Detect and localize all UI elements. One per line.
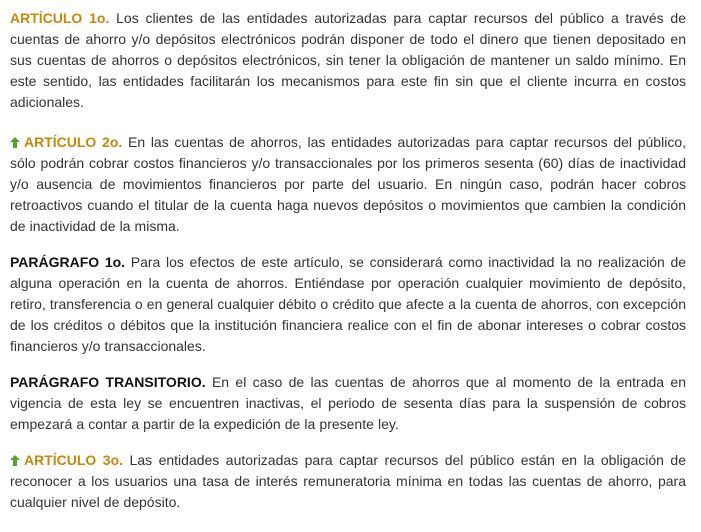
article-1 bbox=[10, 8, 686, 113]
article-2-label[interactable]: ARTÍCULO 2o. bbox=[24, 134, 123, 150]
law-document bbox=[10, 8, 686, 532]
paragraph-1-text: Para los efectos de este artículo, se considerará como inactividad la no realización de alguna operación en la cuenta de ahorros. Entiéndase por operación cualquier movimiento de depósito, retiro, transferencia o en general cualquier débito o crédito que afecte a la cuenta de ahorros, con excepción de los créditos o débitos que la institución financiera realice con el fin de abonar intereses o cobrar costos financieros y/o transaccionales. bbox=[10, 254, 687, 354]
article-2-text: En las cuentas de ahorros, las entidades autorizadas para captar recursos del público, sólo podrán cobrar costos financieros y/o transaccionales por los primeros sesenta (60) días de inactividad y/o ausencia de movimientos financieros por parte del usuario. En ningún caso, podrán hacer cobros retroactivos cuando el titular de la cuenta haga nuevos depósitos o movimientos que cambien la condición de inactividad de la misma. bbox=[10, 134, 686, 234]
paragraph-1 bbox=[10, 252, 686, 357]
paragraph-transitorio-label: PARÁGRAFO TRANSITORIO. bbox=[10, 374, 206, 390]
article-3-label[interactable]: ARTÍCULO 3o. bbox=[24, 452, 124, 468]
article-2 bbox=[10, 132, 686, 237]
paragraph-transitorio bbox=[10, 372, 686, 435]
article-3 bbox=[10, 450, 686, 513]
paragraph-1-label: PARÁGRAFO 1o. bbox=[10, 254, 126, 270]
article-1-text: Los clientes de las entidades autorizadas para captar recursos del público a través de cuentas de ahorro y/o depósitos electrónicos podrán disponer de todo el dinero que tienen depositado en sus cuentas de ahorros o depósitos electrónicos, sin tener la obligación de mantener un saldo mínimo. En este sentido, las entidades facilitarán los mecanismos para este fin sin que el cliente incurra en costos adicionales. bbox=[10, 10, 686, 110]
article-1-label: ARTÍCULO 1o. bbox=[10, 10, 110, 26]
up-arrow-icon[interactable] bbox=[10, 451, 20, 462]
up-arrow-icon[interactable] bbox=[10, 133, 20, 144]
article-3-text: Las entidades autorizadas para captar recursos del público están en la obligación de reconocer a los usuarios una tasa de interés remuneratoria mínima en todas las cuentas de ahorro, para cualquier nivel de depósito. bbox=[10, 452, 686, 510]
paragraph-transitorio-text: En el caso de las cuentas de ahorros que al momento de la entrada en vigencia de esta ley se encuentren inactivas, el periodo de sesenta días para la suspensión de cobros empezará a contar a partir de la expedición de la presente ley. bbox=[10, 374, 686, 432]
